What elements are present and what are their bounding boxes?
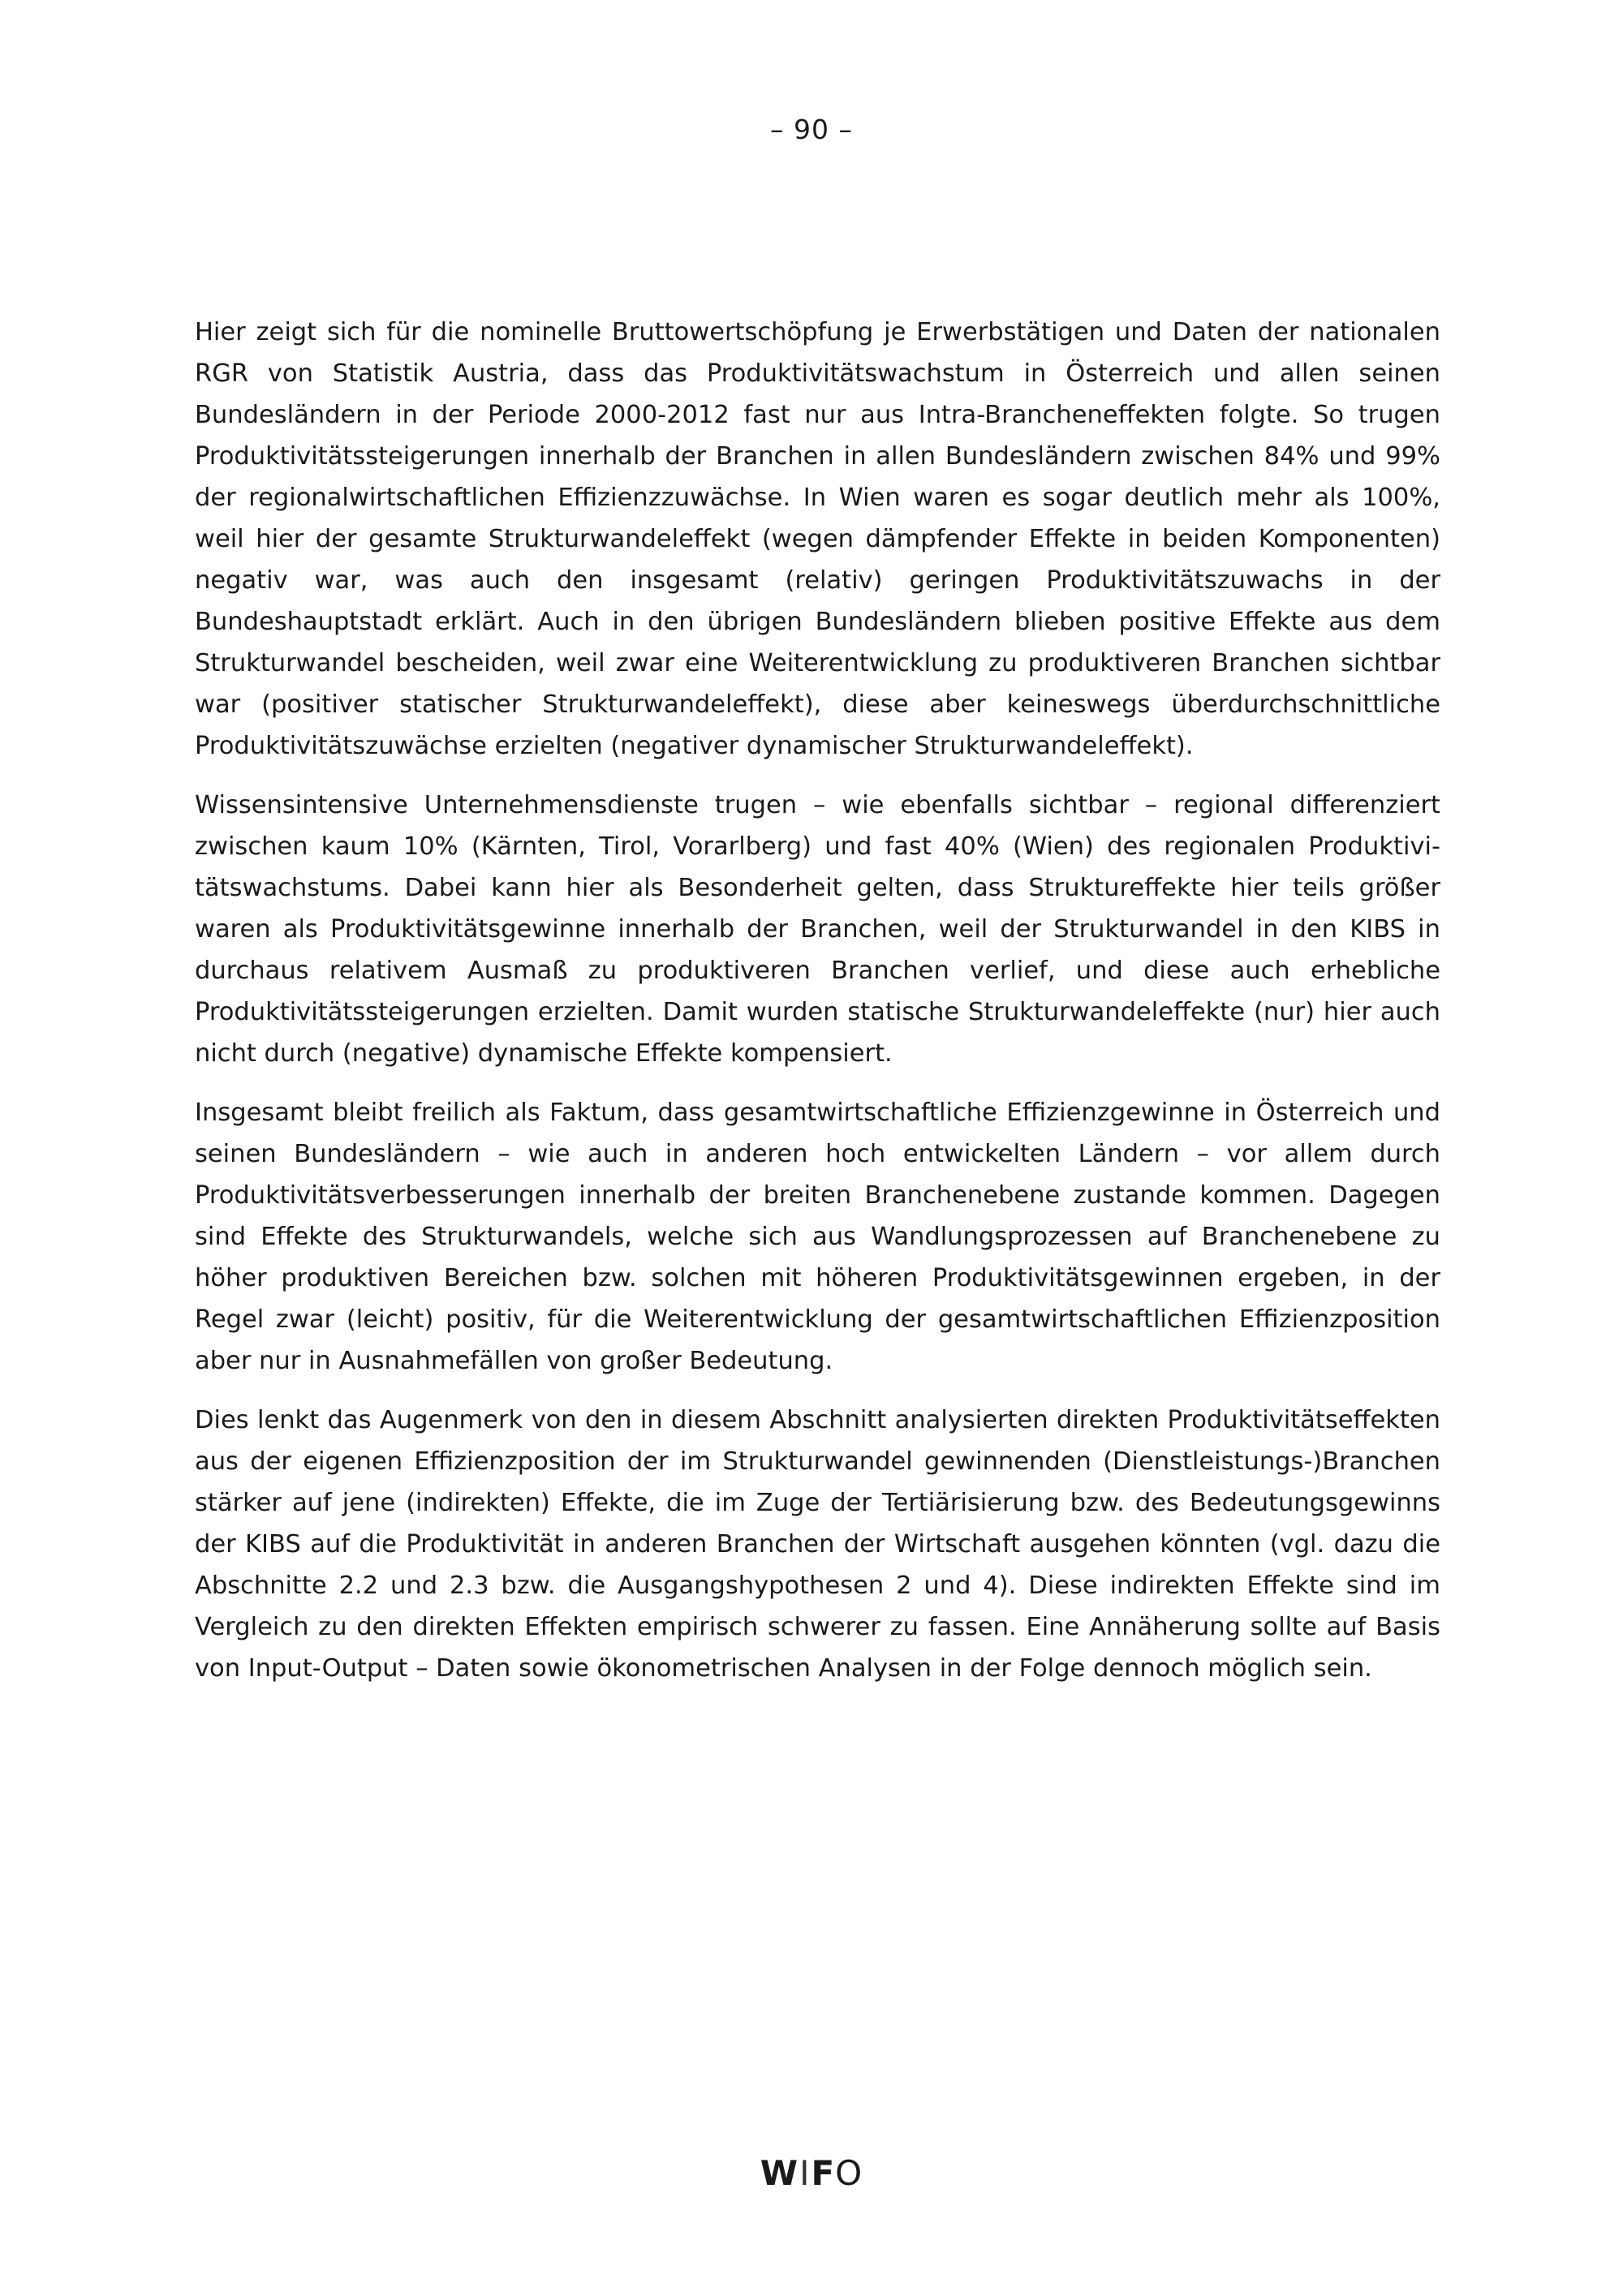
logo-letter-f: F	[811, 2153, 836, 2193]
paragraph-indirect-effects: Dies lenkt das Augenmerk von den in diesem Abschnitt analysierten direkten Produktivitätseffekten aus der eigenen Effizienzposition der im Strukturwandel gewinnenden (Dienstleistungs-)Branchen stärker auf jene (indirekten) Effekte, die im Zuge der Tertiärisierung bzw. des Bedeutungsgewinns der KIBS auf die Produktivität in anderen Branchen der Wirtschaft ausgehen könnten (vgl. dazu die Abschnitte 2.2 und 2.3 bzw. die Ausgangshypothesen 2 und 4). Diese indirekten Effekte sind im Vergleich zu den direkten Effekten empirisch schwerer zu fassen. Eine Annäherung sollte auf Basis von Input-Output – Daten sowie ökonometrischen Analysen in der Folge dennoch möglich sein.	[195, 1406, 1440, 1683]
logo-letter-o: O	[835, 2153, 863, 2193]
paragraph-overall-efficiency: Insgesamt bleibt freilich als Faktum, dass gesamtwirtschaftliche Effizienzgewinne in Österreich und seinen Bundesländern – wie auch in anderen hoch entwickelten Ländern – vor allem durch Produktivitätsverbesserungen innerhalb der breiten Branchenebene zustande kommen. Dagegen sind Effekte des Strukturwandels, welche sich aus Wandlungsprozessen auf Branchenebene zu höher produktiven Bereichen bzw. solchen mit höheren Produktivitätsgewinnen ergeben, in der Regel zwar (leicht) positiv, für die Weiterentwicklung der gesamtwirtschaftlichen Effizienzposition aber nur in Ausnahmefällen von großer Bedeutung.	[195, 1099, 1440, 1375]
logo-letter-w: W	[760, 2153, 799, 2193]
page-number: – 90 –	[770, 114, 853, 145]
wifo-logo	[0, 2153, 1623, 2193]
body-text	[195, 312, 1440, 1707]
logo-separator: I	[799, 2153, 811, 2193]
paragraph-knowledge-intensive-services: Wissensintensive Unternehmensdienste trugen – wie ebenfalls sichtbar – regional differenziert zwischen kaum 10% (Kärnten, Tirol, Vorarlberg) und fast 40% (Wien) des regionalen Produktivitätswachstums. Dabei kann hier als Besonderheit gelten, dass Struktureffekte hier teils größer waren als Produktivitätsgewinne innerhalb der Branchen, weil der Strukturwandel in den KIBS in durchaus relativem Ausmaß zu produktiveren Branchen verlief, und diese auch erhebliche Produktivitätssteigerungen erzielten. Damit wurden statische Strukturwandeleffekte (nur) hier auch nicht durch (negative) dynamische Effekte kompensiert.	[195, 791, 1440, 1068]
paragraph-productivity-growth: Hier zeigt sich für die nominelle Bruttowertschöpfung je Erwerbstätigen und Daten der nationalen RGR von Statistik Austria, dass das Produktivitätswachstum in Österreich und allen seinen Bundesländern in der Periode 2000-2012 fast nur aus Intra-Brancheneffekten folgte. So trugen Produktivitätssteigerungen innerhalb der Branchen in allen Bundesländern zwischen 84% und 99% der regionalwirtschaftlichen Effizienzzuwächse. In Wien waren es sogar deutlich mehr als 100%, weil hier der gesamte Strukturwandeleffekt (wegen dämpfender Effekte in beiden Komponenten) negativ war, was auch den insgesamt (relativ) geringen Produktivitätszuwachs in der Bundeshauptstadt erklärt. Auch in den übrigen Bundesländern blieben positive Effekte aus dem Strukturwandel bescheiden, weil zwar eine Weiterentwicklung zu produktiveren Branchen sichtbar war (positiver statischer Strukturwandeleffekt), diese aber keineswegs überdurchschnittliche Produktivitätszuwächse erzielten (negativer dynamischer Strukturwandeleffekt).	[195, 318, 1440, 760]
